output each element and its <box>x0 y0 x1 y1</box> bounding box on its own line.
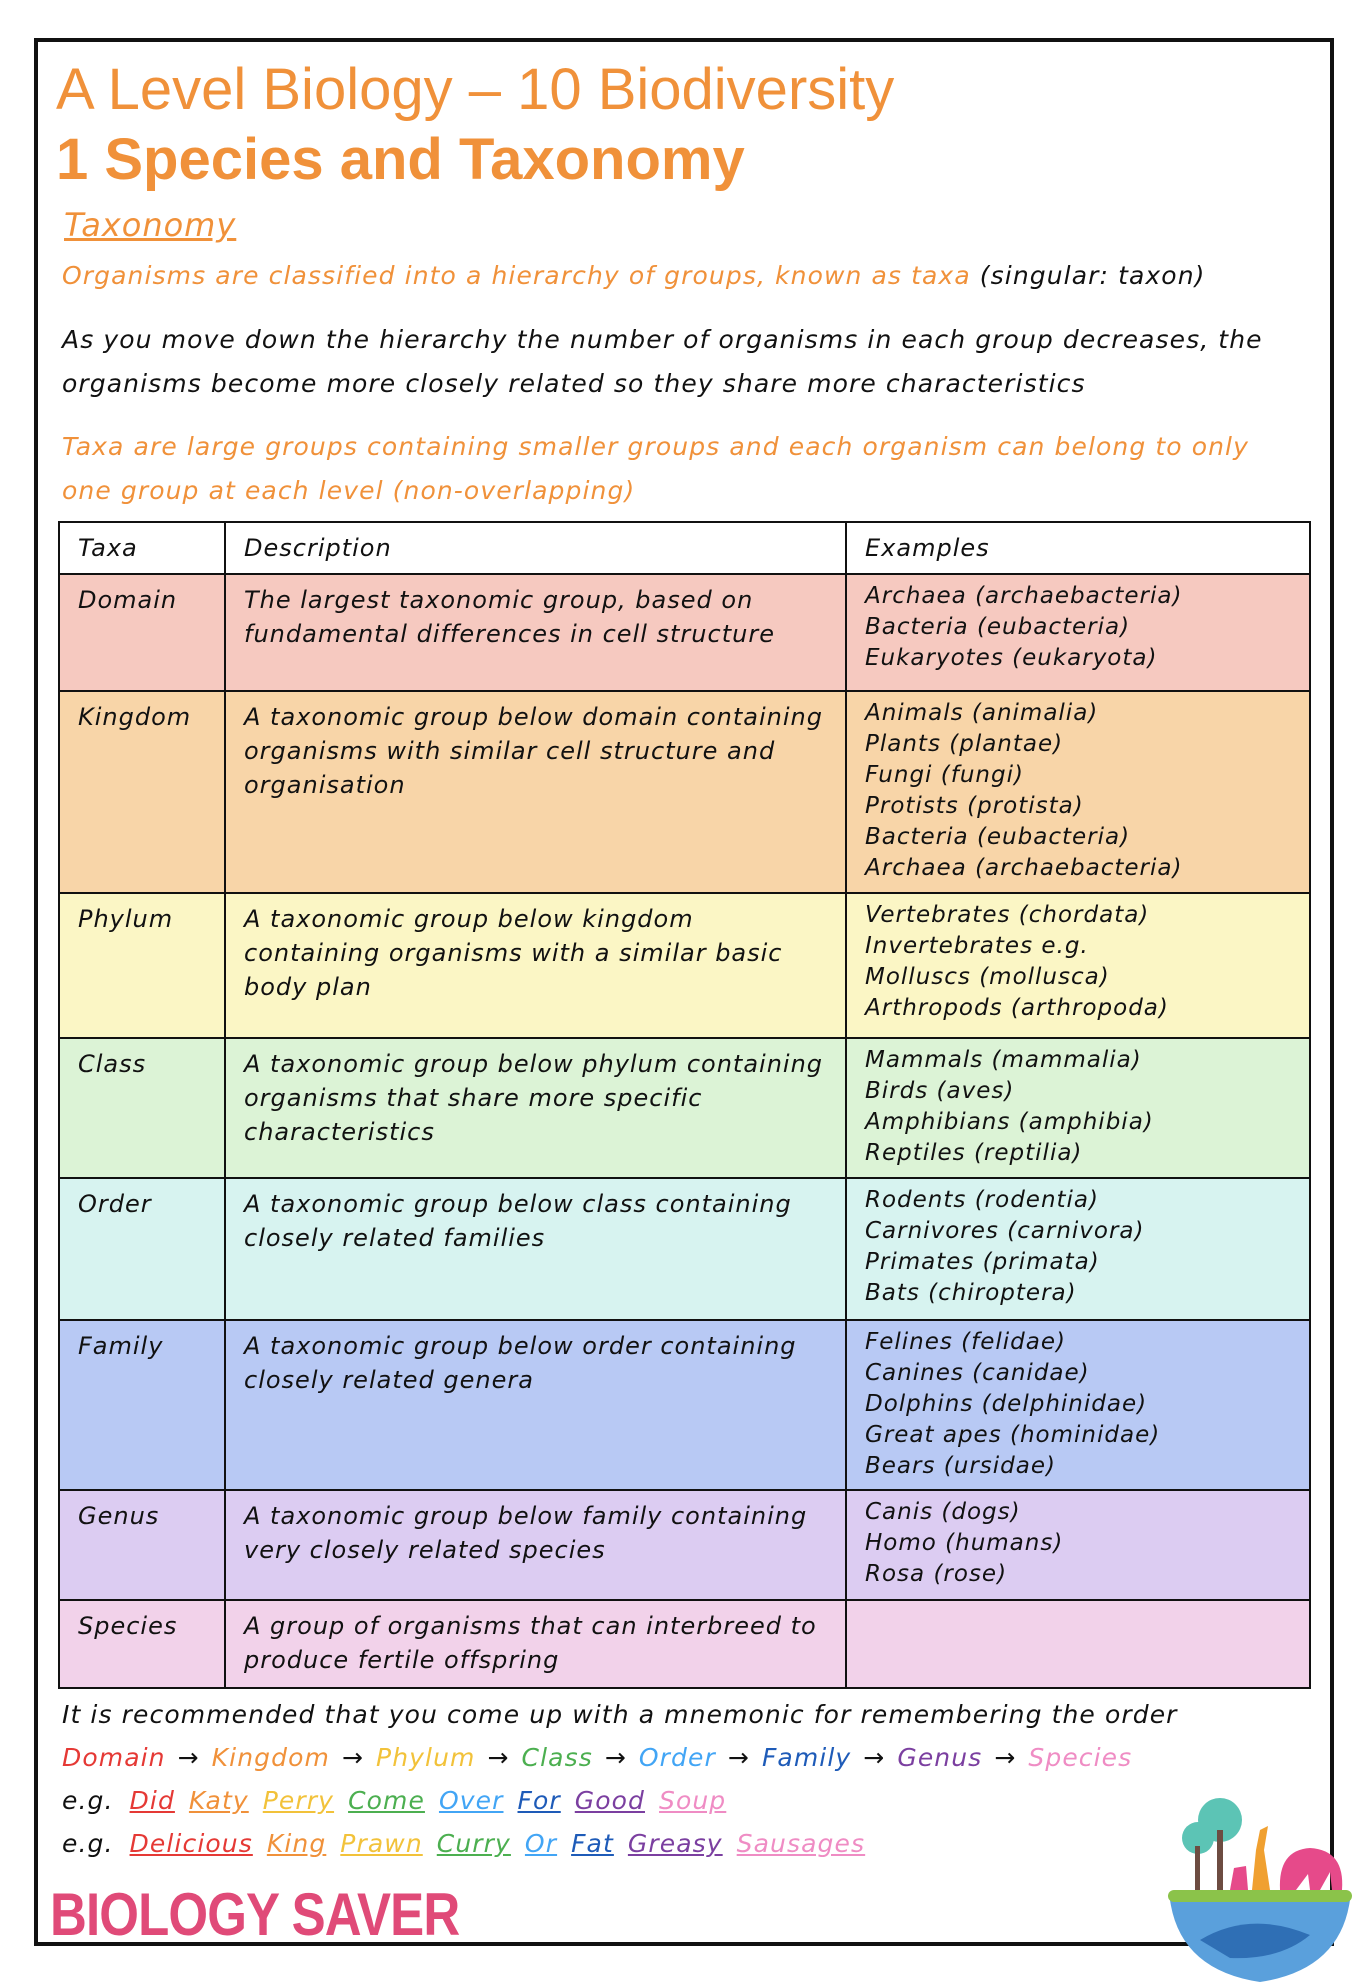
mnemonic-example-2 <box>62 1829 879 1858</box>
example-item: Archaea (archaebacteria) <box>865 855 1183 881</box>
description-cell: A taxonomic group below kingdom containing organisms with a similar basic body plan <box>225 893 846 1038</box>
description-cell: A taxonomic group below class containing closely related families <box>225 1178 846 1320</box>
page-title: A Level Biology – 10 Biodiversity <box>56 57 895 122</box>
intro-paragraph-3 <box>62 425 1312 513</box>
taxa-cell: Family <box>59 1320 225 1490</box>
example-item: Canis (dogs) <box>865 1499 1021 1525</box>
mnemonic-word: Or <box>524 1829 558 1858</box>
intro-orange-text: Organisms are classified into a hierarchy of groups, known as taxa <box>62 261 971 290</box>
example-item: Eukaryotes (eukaryota) <box>865 645 1158 671</box>
examples-cell <box>846 1178 1310 1320</box>
mnemonic-word: Soup <box>659 1786 727 1815</box>
arrow-right-icon: → <box>177 1743 200 1772</box>
table-row <box>59 893 1310 1038</box>
examples-cell <box>846 691 1310 893</box>
taxa-table <box>58 521 1311 1689</box>
example-item: Arthropods (arthropoda) <box>865 995 1169 1021</box>
arrow-right-icon: → <box>604 1743 627 1772</box>
intro-black-text: (singular: taxon) <box>970 261 1206 290</box>
examples-cell <box>846 893 1310 1038</box>
intro-paragraph-2 <box>62 318 1312 406</box>
biology-saver-logo: BIOLOGY SAVER <box>50 1881 460 1948</box>
example-item: Bacteria (eubacteria) <box>865 614 1131 640</box>
page-subtitle: 1 Species and Taxonomy <box>56 127 745 192</box>
table-row <box>59 574 1310 691</box>
arrow-right-icon: → <box>863 1743 886 1772</box>
mnemonic-word: Over <box>438 1786 504 1815</box>
examples-cell <box>846 574 1310 691</box>
example-item: Primates (primata) <box>865 1249 1100 1275</box>
eg-label: e.g. <box>62 1786 114 1815</box>
description-cell: A taxonomic group below phylum containing organisms that share more specific characteristics <box>225 1038 846 1178</box>
example-item: Invertebrates e.g. <box>865 933 1089 959</box>
mnemonic-word: Come <box>348 1786 425 1815</box>
example-item: Great apes (hominidae) <box>865 1422 1161 1448</box>
header-taxa: Taxa <box>59 522 225 574</box>
taxa-cell: Domain <box>59 574 225 691</box>
example-item: Bacteria (eubacteria) <box>865 824 1131 850</box>
mnemonic-rank-word: Family <box>761 1743 852 1772</box>
table-row <box>59 1320 1310 1490</box>
eg-label: e.g. <box>62 1829 114 1858</box>
mnemonic-intro: It is recommended that you come up with a mnemonic for remembering the order <box>62 1700 1178 1729</box>
mnemonic-rank-word: Species <box>1028 1743 1133 1772</box>
example-item: Felines (felidae) <box>865 1329 1066 1355</box>
example-item: Homo (humans) <box>865 1530 1064 1556</box>
example-item: Dolphins (delphinidae) <box>865 1391 1148 1417</box>
para3-line2: one group at each level (non-overlapping) <box>62 476 636 505</box>
taxa-cell: Phylum <box>59 893 225 1038</box>
example-item: Rodents (rodentia) <box>865 1187 1099 1213</box>
example-item: Canines (canidae) <box>865 1360 1090 1386</box>
mnemonic-rank-word: Domain <box>62 1743 166 1772</box>
examples-cell <box>846 1320 1310 1490</box>
intro-line-1 <box>62 254 1312 298</box>
arrow-right-icon: → <box>727 1743 750 1772</box>
arrow-right-icon: → <box>994 1743 1017 1772</box>
mnemonic-word: Good <box>574 1786 645 1815</box>
example-item: Molluscs (mollusca) <box>865 964 1110 990</box>
mnemonic-rank-word: Order <box>638 1743 716 1772</box>
taxa-cell: Class <box>59 1038 225 1178</box>
mnemonic-word: Fat <box>571 1829 614 1858</box>
mnemonic-word: Katy <box>188 1786 249 1815</box>
example-item: Bats (chiroptera) <box>865 1280 1077 1306</box>
mnemonic-word: Delicious <box>129 1829 253 1858</box>
section-heading: Taxonomy <box>64 206 237 244</box>
biodiversity-globe-icon <box>1160 1790 1360 1984</box>
examples-cell <box>846 1038 1310 1178</box>
mnemonic-word: Did <box>129 1786 175 1815</box>
example-item: Mammals (mammalia) <box>865 1047 1142 1073</box>
para3-line1: Taxa are large groups containing smaller groups and each organism can belong to only <box>62 432 1249 461</box>
examples-cell <box>846 1490 1310 1600</box>
arrow-right-icon: → <box>341 1743 365 1772</box>
mnemonic-word: Prawn <box>340 1829 423 1858</box>
mnemonic-rank-word: Class <box>521 1743 593 1772</box>
description-cell: A group of organisms that can interbreed to produce fertile offspring <box>225 1600 846 1688</box>
para2-line1: As you move down the hierarchy the number of organisms in each group decreases, the <box>62 325 1263 354</box>
example-item: Fungi (fungi) <box>865 762 1024 788</box>
example-item: Plants (plantae) <box>865 731 1064 757</box>
mnemonic-rank-word: Phylum <box>376 1743 476 1772</box>
example-item: Amphibians (amphibia) <box>865 1109 1154 1135</box>
example-item: Reptiles (reptilia) <box>865 1140 1083 1166</box>
example-item: Protists (protista) <box>865 793 1084 819</box>
para2-line2: organisms become more closely related so they share more characteristics <box>62 369 1086 398</box>
header-description: Description <box>225 522 846 574</box>
mnemonic-rank-word: Genus <box>897 1743 983 1772</box>
mnemonic-word: Sausages <box>736 1829 866 1858</box>
mnemonic-word: Curry <box>436 1829 511 1858</box>
taxa-cell: Genus <box>59 1490 225 1600</box>
arrow-right-icon: → <box>487 1743 510 1772</box>
example-item: Rosa (rose) <box>865 1561 1008 1587</box>
example-item: Bears (ursidae) <box>865 1453 1056 1479</box>
example-item: Vertebrates (chordata) <box>865 902 1150 928</box>
table-header-row <box>59 522 1310 574</box>
table-row <box>59 1178 1310 1320</box>
taxa-cell: Order <box>59 1178 225 1320</box>
header-examples: Examples <box>846 522 1310 574</box>
mnemonic-order <box>62 1743 1132 1772</box>
example-item: Carnivores (carnivora) <box>865 1218 1145 1244</box>
mnemonic-word: King <box>266 1829 327 1858</box>
mnemonic-example-1 <box>62 1786 740 1815</box>
taxa-cell: Species <box>59 1600 225 1688</box>
description-cell: The largest taxonomic group, based on fundamental differences in cell structure <box>225 574 846 691</box>
mnemonic-word: Greasy <box>627 1829 723 1858</box>
description-cell: A taxonomic group below order containing closely related genera <box>225 1320 846 1490</box>
example-item: Animals (animalia) <box>865 700 1099 726</box>
description-cell: A taxonomic group below family containing very closely related species <box>225 1490 846 1600</box>
mnemonic-word: For <box>517 1786 561 1815</box>
table-row <box>59 1038 1310 1178</box>
table-row <box>59 691 1310 893</box>
description-cell: A taxonomic group below domain containing organisms with similar cell structure and organisation <box>225 691 846 893</box>
example-item: Birds (aves) <box>865 1078 1015 1104</box>
table-row <box>59 1600 1310 1688</box>
table-row <box>59 1490 1310 1600</box>
mnemonic-word: Perry <box>262 1786 335 1815</box>
taxa-cell: Kingdom <box>59 691 225 893</box>
examples-cell <box>846 1600 1310 1688</box>
mnemonic-rank-word: Kingdom <box>211 1743 330 1772</box>
example-item: Archaea (archaebacteria) <box>865 583 1183 609</box>
